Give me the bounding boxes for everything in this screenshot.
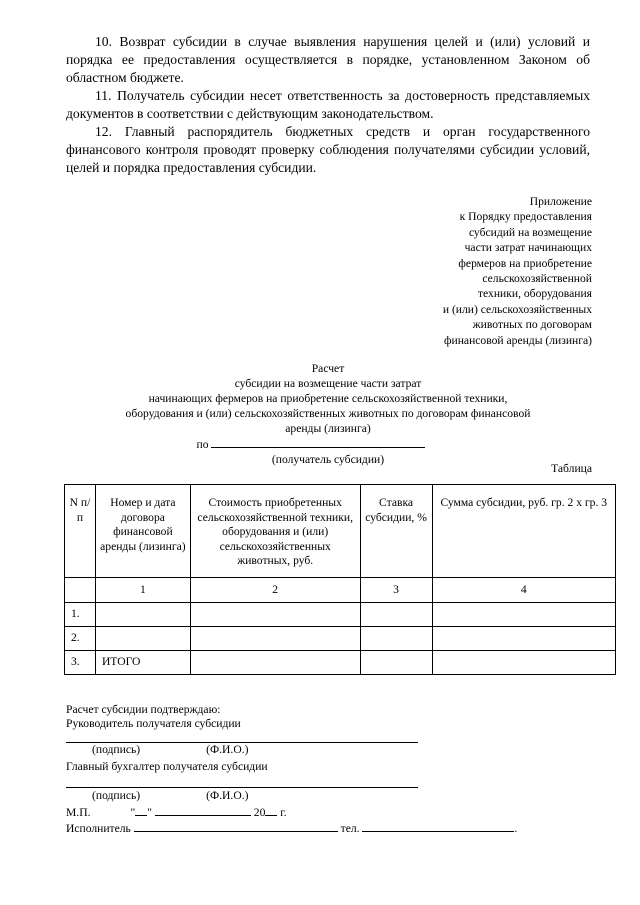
cost-cell (190, 650, 360, 674)
end-dot: . (514, 822, 518, 835)
total-label-cell: ИТОГО (95, 650, 190, 674)
calculation-subtitle-line: субсидии на возмещение части затрат (234, 377, 422, 390)
year-prefix: 20 (253, 806, 266, 819)
contract-cell (95, 602, 190, 626)
signature-caption: (подпись) (92, 789, 141, 802)
appendix-line: и (или) сельскохозяйственных (442, 302, 592, 316)
table-cell (65, 577, 96, 602)
appendix-line: части затрат начинающих (464, 241, 592, 255)
appendix-line: Приложение (529, 195, 592, 208)
cost-cell (190, 626, 360, 650)
cost-cell (190, 602, 360, 626)
confirm-text: Расчет субсидии подтверждаю: (66, 703, 221, 716)
phone-blank (362, 820, 514, 832)
year-blank (265, 804, 277, 816)
executor-blank (134, 820, 338, 832)
header-cell-rate: Ставка субсидии, % (360, 485, 432, 578)
row-number-cell: 2. (65, 626, 96, 650)
appendix-line: финансовой аренды (лизинга) (444, 333, 592, 347)
accountant-signature-line (66, 787, 418, 788)
calculation-title: Расчет (311, 362, 345, 375)
recipient-caption: (получатель субсидии) (271, 453, 385, 466)
appendix-line: субсидий на возмещение (468, 225, 592, 239)
contract-cell (95, 626, 190, 650)
fio-caption: (Ф.И.О.) (206, 743, 249, 756)
fio-caption: (Ф.И.О.) (206, 789, 249, 802)
year-suffix: г. (280, 806, 287, 819)
sum-cell (432, 650, 616, 674)
rate-cell (360, 650, 432, 674)
appendix-line: фермеров на приобретение (458, 256, 592, 270)
phone-label: тел. (340, 822, 360, 835)
column-number-cell: 2 (190, 577, 360, 602)
column-number-cell: 1 (95, 577, 190, 602)
sum-cell (432, 602, 616, 626)
header-cell-number: N п/п (65, 485, 96, 578)
appendix-line: техники, оборудования (477, 287, 592, 301)
date-row (66, 804, 287, 820)
rate-cell (360, 602, 432, 626)
paragraph-12: 12. Главный распорядитель бюджетных средств и орган государственного финансового контроля проводят проверку соблюдения получателями субсидии условий, целей и порядка предоставления субсидии. (66, 124, 590, 175)
accountant-label: Главный бухгалтер получателя субсидии (66, 760, 268, 773)
calculation-subtitle-line: начинающих фермеров на приобретение сельскохозяйственной техники, (148, 392, 508, 405)
accountant-signature-captions (66, 789, 248, 803)
recipient-blank-line (211, 436, 425, 448)
rate-cell (360, 626, 432, 650)
table-caption: Таблица (551, 462, 592, 475)
column-number-cell: 3 (360, 577, 432, 602)
table-row-total (65, 650, 616, 674)
appendix-header (352, 194, 592, 348)
executor-label: Исполнитель (66, 822, 131, 835)
mp-label: М.П. (66, 806, 91, 819)
head-signature-captions (66, 743, 248, 757)
paragraph-10: 10. Возврат субсидии в случае выявления нарушения целей и (или) условий и порядка ее предоставления осуществляется в порядке, установленном Законом об областном бюджете. (66, 34, 590, 85)
table-header-row (65, 485, 616, 578)
calculation-subtitle-line: оборудования и (или) сельскохозяйственных животных по договорам финансовой (125, 407, 531, 420)
row-number-cell: 3. (65, 650, 96, 674)
recipient-row (66, 436, 590, 452)
table-column-numbers-row (65, 577, 616, 602)
head-label: Руководитель получателя субсидии (66, 717, 241, 730)
table-row (65, 602, 616, 626)
date-quote-close: " (147, 806, 152, 819)
date-quote-open: " (130, 806, 136, 819)
header-cell-cost: Стоимость приобретенных сельскохозяйственной техники, оборудования и (или) сельскохозяйственных животных, руб. (190, 485, 360, 578)
appendix-line: сельскохозяйственной (482, 272, 592, 286)
signature-caption: (подпись) (92, 743, 141, 756)
column-number-cell: 4 (432, 577, 616, 602)
sum-cell (432, 626, 616, 650)
paragraph-11: 11. Получатель субсидии несет ответственность за достоверность представляемых документов в соответствии с действующим законодательством. (66, 88, 590, 121)
day-blank (135, 804, 147, 816)
calculation-subtitle-line: аренды (лизинга) (285, 422, 371, 435)
calculation-title-block (66, 361, 590, 467)
table-row (65, 626, 616, 650)
row-number-cell: 1. (65, 602, 96, 626)
subsidy-table (64, 484, 616, 675)
header-cell-sum: Сумма субсидии, руб. гр. 2 x гр. 3 (432, 485, 616, 578)
month-blank (155, 804, 251, 816)
po-label: по (196, 438, 209, 451)
appendix-line: к Порядку предоставления (459, 210, 592, 224)
header-cell-contract: Номер и дата договора финансовой аренды (лизинга) (95, 485, 190, 578)
appendix-line: животных по договорам (472, 318, 592, 332)
executor-row (66, 820, 517, 836)
